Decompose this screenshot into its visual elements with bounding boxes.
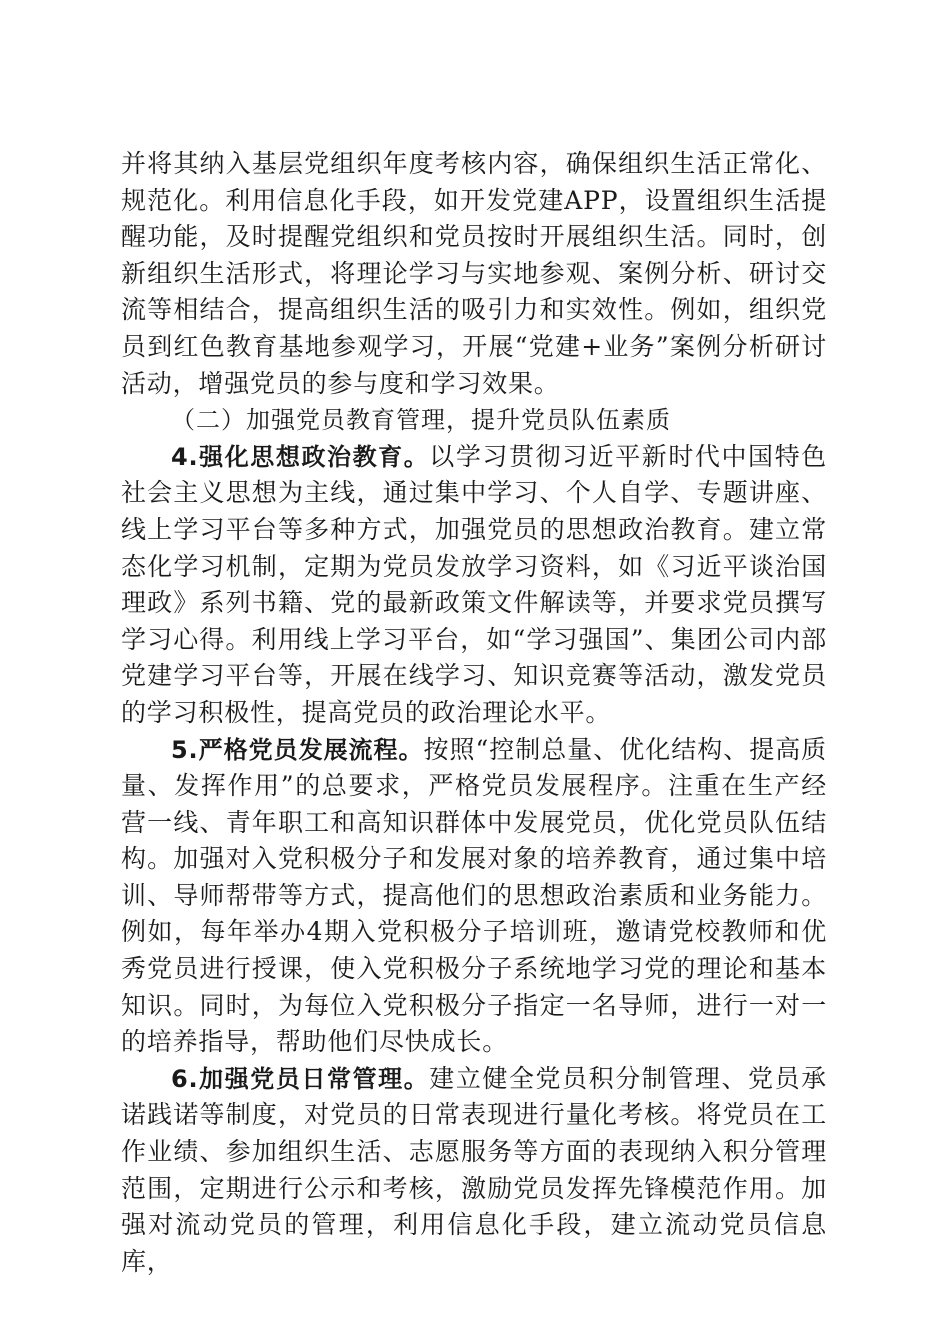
item-6-body: 建立健全党员积分制管理、党员承诺践诺等制度，对党员的日常表现进行量化考核。将党员在工作业绩、参加组织生活、志愿服务等方面的表现纳入积分管理范围，定期进行公示和考核，激励党员发挥先锋模范作用。加强对流动党员的管理，利用信息化手段，建立流动党员信息库，	[121, 1063, 827, 1276]
paragraph-item-5	[121, 732, 827, 1061]
section-heading: （二）加强党员教育管理，提升党员队伍素质	[171, 406, 671, 435]
item-5-body: 按照“控制总量、优化结构、提高质量、发挥作用”的总要求，严格党员发展程序。注重在生产经营一线、青年职工和高知识群体中发展党员，优化党员队伍结构。加强对入党积极分子和发展对象的培养教育，通过集中培训、导师帮带等方式，提高他们的思想政治素质和业务能力。例如，每年举办4期入党积极分子培训班，邀请党校教师和优秀党员进行授课，使入党积极分子系统地学习党的理论和基本知识。同时，为每位入党积极分子指定一名导师，进行一对一的培养指导，帮助他们尽快成长。	[121, 734, 827, 1057]
paragraph-item-6	[121, 1061, 827, 1281]
item-6-title: 6.加强党员日常管理。	[171, 1064, 430, 1093]
item-5-title: 5.严格党员发展流程。	[171, 735, 424, 764]
paragraph-continuation: 并将其纳入基层党组织年度考核内容，确保组织生活正常化、规范化。利用信息化手段，如开发党建APP，设置组织生活提醒功能，及时提醒党组织和党员按时开展组织生活。同时，创新组织生活形式，将理论学习与实地参观、案例分析、研讨交流等相结合，提高组织生活的吸引力和实效性。例如，组织党员到红色教育基地参观学习，开展“党建+业务”案例分析研讨活动，增强党员的参与度和学习效果。	[121, 149, 827, 398]
paragraph-item-4	[121, 439, 827, 732]
item-4-title: 4.强化思想政治教育。	[171, 442, 430, 471]
item-4-body: 以学习贯彻习近平新时代中国特色社会主义思想为主线，通过集中学习、个人自学、专题讲座、线上学习平台等多种方式，加强党员的思想政治教育。建立常态化学习机制，定期为党员发放学习资料，如《习近平谈治国理政》系列书籍、党的最新政策文件解读等，并要求党员撰写学习心得。利用线上学习平台，如“学习强国”、集团公司内部党建学习平台等，开展在线学习、知识竞赛等活动，激发党员的学习积极性，提高党员的政治理论水平。	[121, 441, 827, 727]
document-body	[121, 146, 827, 1280]
